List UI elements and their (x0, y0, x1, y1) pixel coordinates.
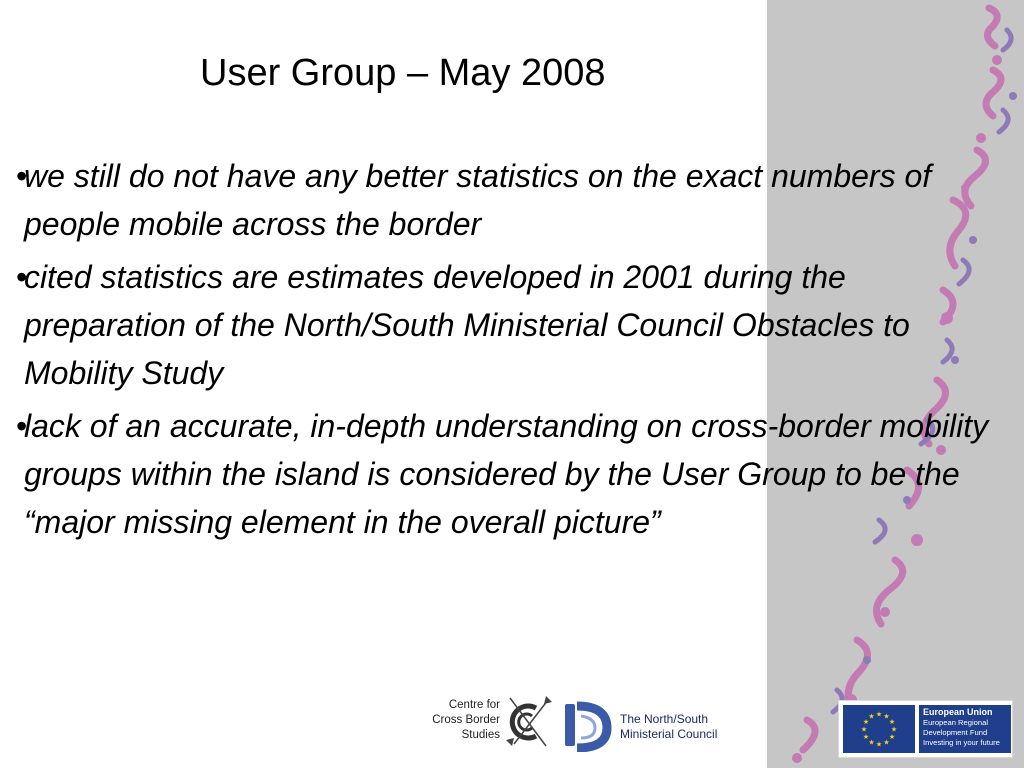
footer-logos (0, 690, 1024, 768)
eu-line: European Regional (923, 718, 989, 727)
eu-star-icon: ★ (860, 726, 868, 734)
eu-star-icon: ★ (862, 719, 870, 726)
ccbs-line: Centre for (448, 699, 500, 711)
eu-star-icon: ★ (875, 711, 883, 719)
ccbs-logo (425, 690, 555, 754)
bullet-text: we still do not have any better statistics on the exact numbers of people mobile across the border (24, 158, 932, 242)
bullet-text: cited statistics are estimates developed in 2001 during the preparation of the North/South Ministerial Council Obstacles to Mobility Study (24, 259, 910, 391)
eu-star-icon: ★ (883, 713, 890, 721)
bullet-marker: • (16, 158, 28, 194)
eu-line: Investing in your future (923, 738, 1000, 747)
nsmc-line: Ministerial Council (620, 727, 718, 741)
bullet-item (16, 152, 1016, 248)
bullet-marker: • (16, 259, 28, 295)
ccbs-logo-text (425, 698, 500, 743)
nsmc-logo-text (620, 712, 740, 742)
nsmc-line: The North/South (620, 712, 709, 726)
eu-title: European Union (923, 707, 993, 717)
eu-star-icon: ★ (862, 734, 870, 741)
eu-flag-icon (843, 705, 915, 753)
bullet-list (16, 152, 1016, 551)
ccbs-emblem-icon (502, 694, 554, 750)
bullet-text: lack of an accurate, in-depth understanding on cross-border mobility groups within the island is considered by the User Group to be the “major missing element in the overall picture” (24, 408, 989, 540)
bullet-item (16, 402, 1016, 546)
slide-title: User Group – May 2008 (200, 52, 606, 94)
eu-star-icon: ★ (888, 734, 896, 741)
eu-fund-logo (838, 700, 1013, 758)
ccbs-line: Cross Border (432, 714, 500, 726)
bullet-marker: • (16, 408, 28, 444)
eu-star-icon: ★ (890, 726, 898, 734)
eu-star-icon: ★ (868, 739, 875, 747)
nsmc-emblem-icon (561, 698, 615, 752)
ccbs-line: Studies (461, 729, 500, 741)
eu-star-icon: ★ (888, 719, 896, 726)
eu-star-icon: ★ (875, 741, 883, 749)
eu-line: Development Fund (923, 728, 988, 737)
eu-star-icon: ★ (883, 739, 890, 747)
eu-fund-text (919, 705, 1011, 753)
bullet-item (16, 253, 1016, 397)
eu-star-icon: ★ (868, 713, 875, 721)
